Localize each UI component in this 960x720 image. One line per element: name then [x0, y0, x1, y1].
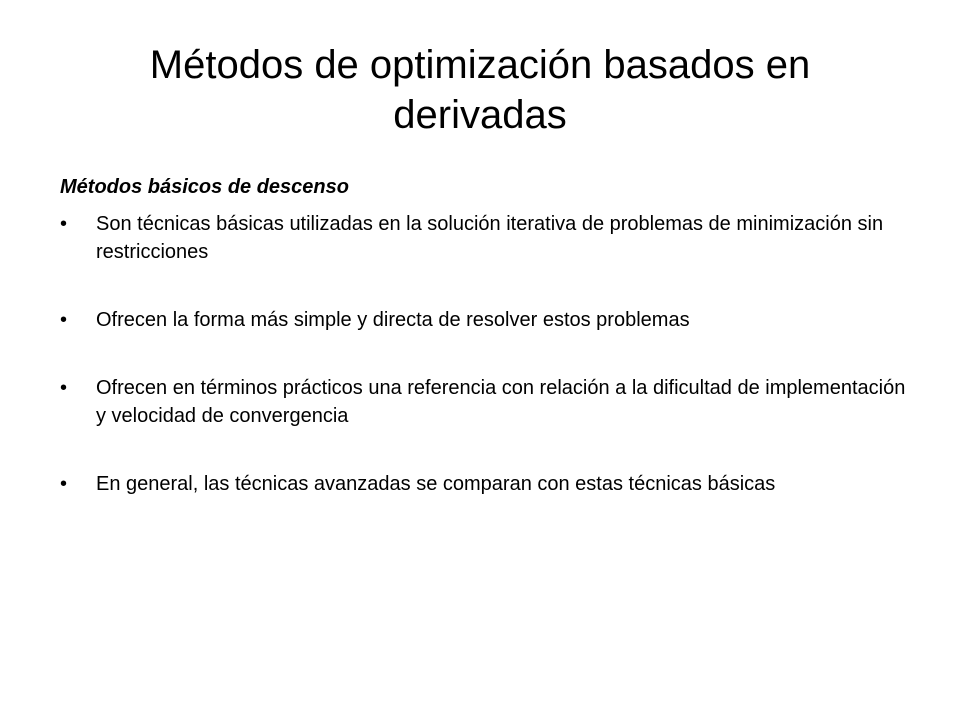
- bullet-icon: •: [60, 309, 68, 331]
- bullet-icon: •: [60, 377, 68, 399]
- section-subtitle: Métodos básicos de descenso: [60, 176, 349, 198]
- bullet-text: Ofrecen en términos prácticos una referencia con relación a la dificultad de implementación y velocidad de convergencia: [96, 377, 906, 427]
- bullet-item: [60, 306, 920, 334]
- bullet-text: Ofrecen la forma más simple y directa de resolver estos problemas: [96, 309, 690, 331]
- bullet-icon: •: [60, 473, 68, 495]
- bullet-list: [60, 210, 920, 498]
- slide-title: Métodos de optimización basados en derivadas: [149, 43, 811, 137]
- bullet-item: [60, 210, 920, 266]
- slide-content: [60, 173, 920, 538]
- bullet-item: [60, 374, 920, 430]
- bullet-text: Son técnicas básicas utilizadas en la solución iterativa de problemas de minimización sin restricciones: [96, 213, 884, 263]
- bullet-icon: •: [60, 213, 68, 235]
- bullet-text: En general, las técnicas avanzadas se comparan con estas técnicas básicas: [96, 473, 776, 495]
- bullet-item: [60, 470, 920, 498]
